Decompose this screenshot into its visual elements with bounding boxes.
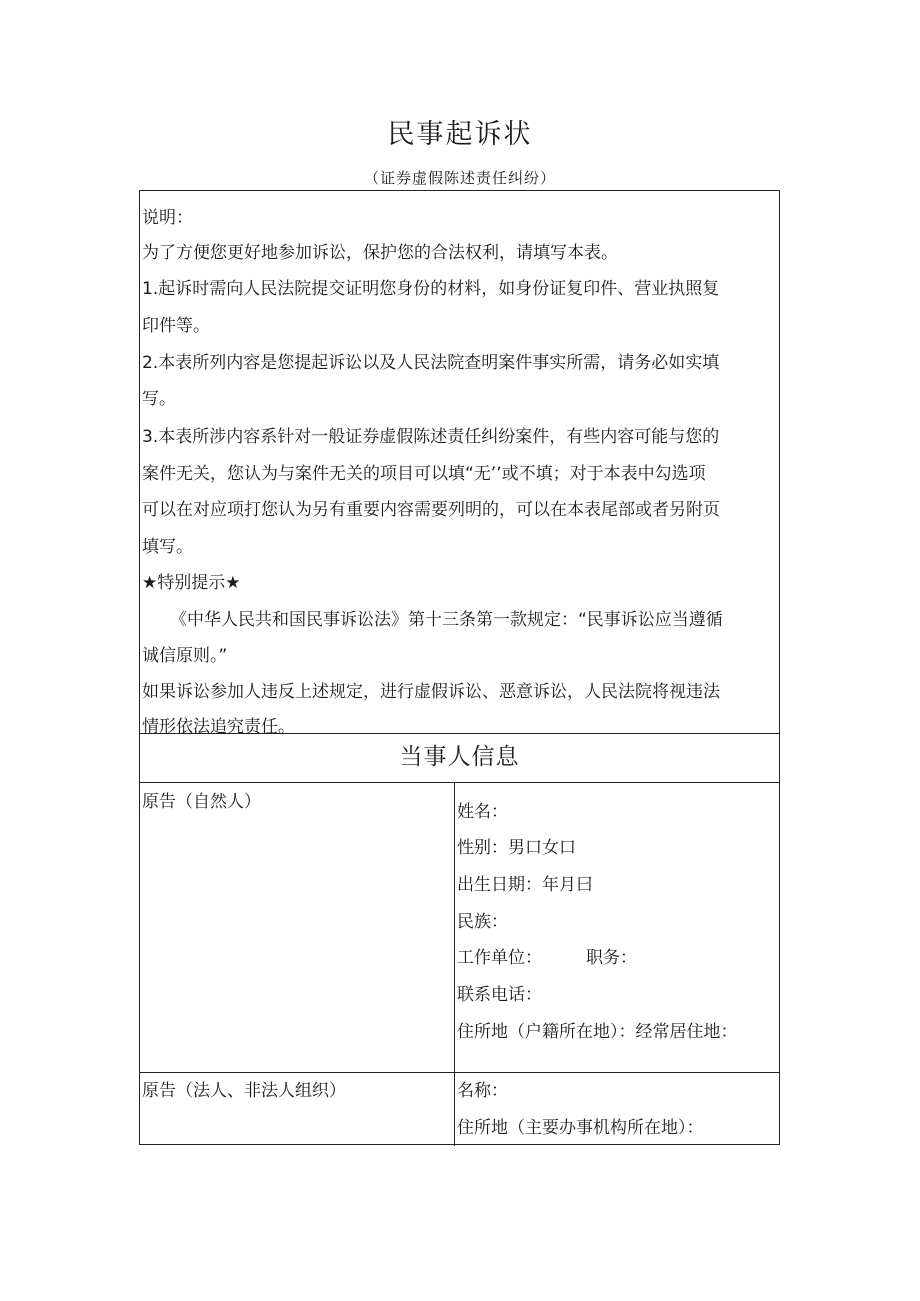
phone-field[interactable]: 联系电话： <box>457 985 542 1005</box>
column-divider <box>454 782 455 1146</box>
note-line: 可以在对应项打您认为另有重要内容需要列明的，可以在本表尾部或者另附页 <box>142 500 720 520</box>
note-line: 写。 <box>142 389 176 409</box>
position-field[interactable]: 职务： <box>586 948 637 968</box>
employer-field[interactable]: 工作单位： <box>457 948 542 968</box>
note-line: 说明： <box>142 208 193 228</box>
divider <box>140 782 779 783</box>
residence-field[interactable]: 住所地（户籍所在地）：经常居住地： <box>457 1022 738 1042</box>
name-field[interactable]: 姓名： <box>457 802 508 822</box>
section-title: 当事人信息 <box>399 744 520 770</box>
plaintiff-legal-entity-label: 原告（法人、非法人组织） <box>142 1081 346 1101</box>
birth-date-field[interactable]: 出生日期：年月曰 <box>457 875 593 895</box>
divider <box>140 1072 779 1073</box>
document-subtitle: （证券虚假陈述责任纠纷） <box>363 169 556 187</box>
special-notice-heading: ★特别提示★ <box>142 573 241 593</box>
ethnicity-field[interactable]: 民族： <box>457 912 508 932</box>
gender-field[interactable]: 性别：男口女口 <box>457 838 576 858</box>
entity-name-field[interactable]: 名称： <box>457 1081 508 1101</box>
document-title: 民事起诉状 <box>387 119 533 150</box>
plaintiff-natural-person-label: 原告（自然人） <box>142 792 261 812</box>
note-line: 1.起诉时需向人民法院提交证明您身份的材料，如身份证复印件、营业执照复 <box>142 279 720 299</box>
note-line: 填写。 <box>142 537 193 557</box>
note-line: 情形依法追究责任。 <box>142 717 295 737</box>
note-line: 为了方便您更好地参加诉讼，保护您的合法权利，请填写本表。 <box>142 243 618 263</box>
note-line: 2.本表所列内容是您提起诉讼以及人民法院查明案件事实所需，请务必如实填 <box>142 353 720 373</box>
entity-address-field[interactable]: 住所地（主要办事机构所在地）： <box>457 1118 704 1138</box>
instructions-section <box>140 191 779 737</box>
note-line: 案件无关，您认为与案件无关的项目可以填“无’’或不填；对于本表中勾选项 <box>142 464 706 484</box>
complaint-form <box>139 190 780 1145</box>
note-line: 3.本表所涉内容系针对一般证券虚假陈述责任纠纷案件，有些内容可能与您的 <box>142 427 720 447</box>
note-line: 《中华人民共和国民事诉讼法》第十三条第一款规定：“民事诉讼应当遵循 <box>170 610 723 630</box>
note-line: 如果诉讼参加人违反上述规定，进行虚假诉讼、恶意诉讼，人民法院将视违法 <box>142 682 720 702</box>
note-line: 印件等。 <box>142 316 210 336</box>
employer-position-row <box>457 943 637 968</box>
note-line: 诚信原则。” <box>142 646 228 666</box>
